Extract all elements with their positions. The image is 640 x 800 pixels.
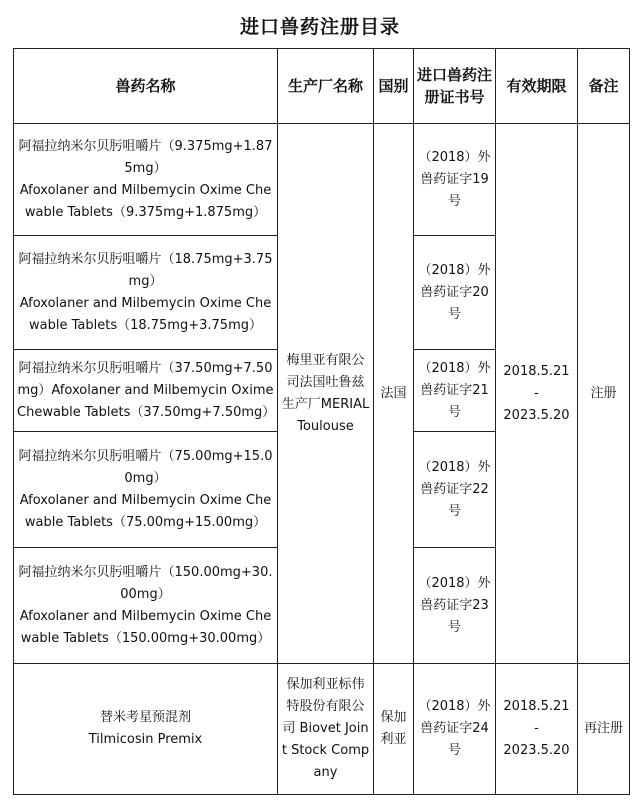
- cert-cell: （2018）外兽药证字23号: [414, 548, 496, 664]
- drug-name-cn: 阿福拉纳米尔贝肟咀嚼片（9.375mg+1.875mg）: [18, 138, 273, 176]
- header-validity: 有效期限: [496, 49, 578, 124]
- drug-name-cn: 阿福拉纳米尔贝肟咀嚼片（18.75mg+3.75mg）: [18, 251, 273, 289]
- header-manufacturer: 生产厂名称: [278, 49, 374, 124]
- drug-name-cell: [14, 124, 278, 236]
- header-name: 兽药名称: [14, 49, 278, 124]
- table-row: [14, 124, 630, 236]
- cert-cell: （2018）外兽药证字22号: [414, 432, 496, 548]
- validity-end: 2023.5.20: [503, 407, 570, 423]
- validity-cell: [496, 124, 578, 664]
- manufacturer-cell: 保加利亚标伟特股份有限公司 Biovet Joint Stock Company: [278, 664, 374, 795]
- drug-name-cell: [14, 236, 278, 350]
- validity-start: 2018.5.21: [503, 699, 570, 714]
- drug-name-cell: [14, 664, 278, 795]
- remarks-cell: 注册: [578, 124, 630, 664]
- drug-name-cn: 阿福拉纳米尔贝肟咀嚼片（37.50mg+7.50mg）: [17, 360, 273, 398]
- validity-sep: -: [534, 385, 539, 401]
- drug-name-en: Tilmicosin Premix: [88, 732, 203, 747]
- cert-cell: （2018）外兽药证字20号: [414, 236, 496, 350]
- cert-cell: （2018）外兽药证字21号: [414, 350, 496, 432]
- remarks-cell: 再注册: [578, 664, 630, 795]
- validity-sep: -: [534, 721, 539, 736]
- header-country: 国别: [374, 49, 414, 124]
- table-header-row: [14, 49, 630, 124]
- header-cert: 进口兽药注册证书号: [414, 49, 496, 124]
- manufacturer-cell: 梅里亚有限公司法国吐鲁兹生产厂MERIAL Toulouse: [278, 124, 374, 664]
- drug-name-en: Afoxolaner and Milbemycin Oxime Chewable Tablets（18.75mg+3.75mg）: [19, 295, 272, 333]
- page-title: 进口兽药注册目录: [239, 16, 400, 38]
- registration-table: [13, 48, 630, 795]
- cert-cell: （2018）外兽药证字24号: [414, 664, 496, 795]
- drug-name-cn: 阿福拉纳米尔贝肟咀嚼片（75.00mg+15.00mg）: [18, 448, 273, 486]
- validity-end: 2023.5.20: [503, 743, 570, 758]
- country-cell: 法国: [374, 124, 414, 664]
- drug-name-en: Afoxolaner and Milbemycin Oxime Chewable Tablets（75.00mg+15.00mg）: [19, 492, 272, 530]
- drug-name-cell: [14, 432, 278, 548]
- drug-name-cell: [14, 350, 278, 432]
- validity-cell: [496, 664, 578, 795]
- cert-cell: （2018）外兽药证字19号: [414, 124, 496, 236]
- drug-name-en: Afoxolaner and Milbemycin Oxime Chewable Tablets（9.375mg+1.875mg）: [19, 182, 272, 220]
- country-cell: 保加利亚: [374, 664, 414, 795]
- drug-name-cn: 替米考星预混剂: [99, 710, 191, 725]
- drug-name-cn: 阿福拉纳米尔贝肟咀嚼片（150.00mg+30.00mg）: [18, 564, 273, 602]
- validity-start: 2018.5.21: [503, 363, 570, 379]
- drug-name-en: Afoxolaner and Milbemycin Oxime Chewable Tablets（150.00mg+30.00mg）: [19, 608, 272, 646]
- table-row: [14, 664, 630, 795]
- drug-name-cell: [14, 548, 278, 664]
- header-remarks: 备注: [578, 49, 630, 124]
- drug-name-en: Afoxolaner and Milbemycin Oxime Chewable Tablets（37.50mg+7.50mg）: [17, 382, 276, 420]
